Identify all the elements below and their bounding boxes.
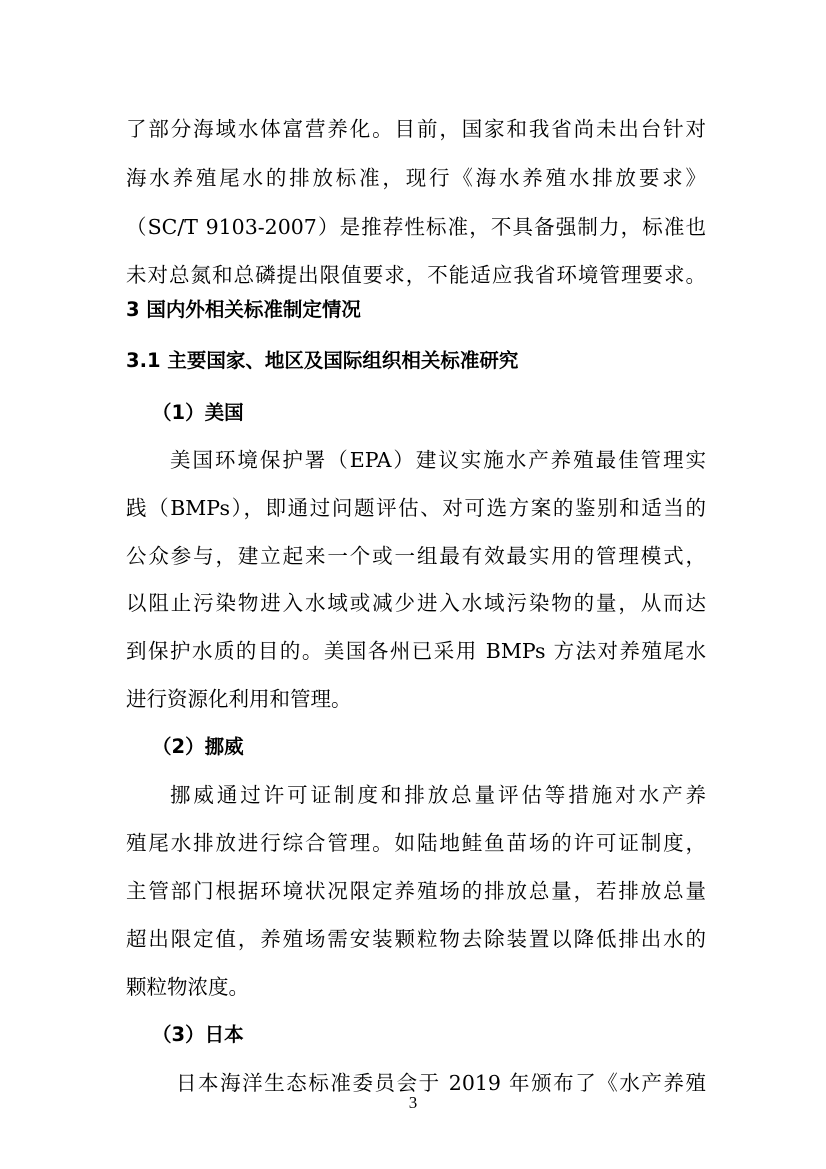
item-heading: （1）美国: [152, 401, 244, 424]
body-text-line: 了部分海域水体富营养化。目前，国家和我省尚未出台针对: [126, 117, 706, 141]
body-text-line: 日本海洋生态标准委员会于 2019 年颁布了《水产养殖: [176, 1071, 706, 1095]
body-text-line: （SC/T 9103-2007）是推荐性标准，不具备强制力，标准也: [126, 215, 706, 239]
body-text-line: 挪威通过许可证制度和排放总量评估等措施对水产养: [170, 783, 706, 807]
body-text-line: 海水养殖尾水的排放标准，现行《海水养殖水排放要求》: [126, 166, 706, 190]
body-text-line: 主管部门根据环境状况限定养殖场的排放总量，若排放总量: [126, 879, 706, 903]
body-text-line: 进行资源化利用和管理。: [126, 687, 352, 711]
section-heading: 3 国内外相关标准制定情况: [126, 298, 361, 321]
body-text-line: 以阻止污染物进入水域或减少进入水域污染物的量，从而达: [126, 591, 706, 615]
item-heading: （2）挪威: [152, 735, 244, 758]
body-text-line: 到保护水质的目的。美国各州已采用 BMPs 方法对养殖尾水: [126, 639, 706, 663]
item-heading: （3）日本: [152, 1023, 244, 1046]
body-text-line: 美国环境保护署（EPA）建议实施水产养殖最佳管理实: [170, 448, 706, 472]
body-text-line: 殖尾水排放进行综合管理。如陆地鲑鱼苗场的许可证制度，: [126, 831, 706, 855]
body-text-line: 未对总氮和总磷提出限值要求，不能适应我省环境管理要求。: [126, 263, 706, 287]
subsection-heading: 3.1 主要国家、地区及国际组织相关标准研究: [126, 349, 519, 372]
body-text-line: 践（BMPs），即通过问题评估、对可选方案的鉴别和适当的: [126, 496, 706, 520]
body-text-line: 颗粒物浓度。: [126, 975, 249, 999]
body-text-line: 超出限定值，养殖场需安装颗粒物去除装置以降低排出水的: [126, 927, 706, 951]
body-text-line: 公众参与，建立起来一个或一组最有效最实用的管理模式，: [126, 544, 706, 568]
page-number: 3: [408, 1093, 418, 1112]
